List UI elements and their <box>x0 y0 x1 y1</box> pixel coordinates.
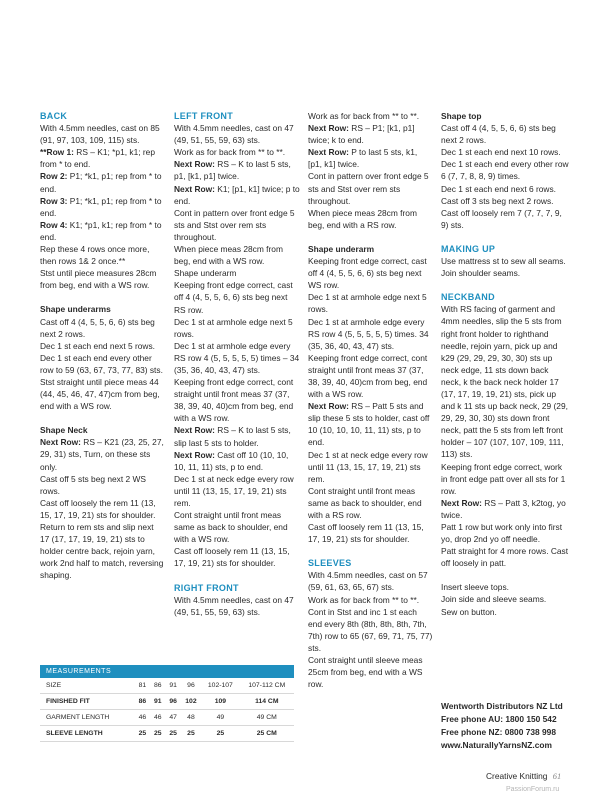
sleeves-body <box>308 569 433 690</box>
instruction-line: Dec 1 st each end next 5 rows. <box>40 340 155 351</box>
measurement-value: 25 <box>165 726 180 742</box>
section-title-left-front: LEFT FRONT <box>174 111 233 121</box>
instruction-line: Dec 1 st at armhole edge every RS row 4 (5, 5, 5, 5, 5) times. 34 (35, 36, 40, 43, 47) sts. <box>308 316 429 351</box>
instruction-line: Cast off loosely the rem 11 (13, 15, 17, 19, 21) sts for shoulder. <box>40 497 156 520</box>
instruction-line: Patt 1 row but work only into first yo, drop 2nd yo off needle. <box>441 522 563 545</box>
instruction-line: Next Row: RS – Patt 3, k2tog, yo twice. <box>441 497 566 520</box>
subtitle-shape-neck: Shape Neck <box>40 425 88 436</box>
measurement-label: SLEEVE LENGTH <box>40 726 135 742</box>
instruction-line: Return to rem sts and slip next 17 (17, 17, 19, 19, 21) sts to holder centre back, rejoin yarn, work 2nd half to match, reversing shaping. <box>40 522 164 581</box>
website: www.NaturallyYarnsNZ.com <box>441 740 552 750</box>
instruction-line: Shape underarm <box>174 268 237 279</box>
instruction-line: Insert sleeve tops. <box>441 582 509 593</box>
measurements-row <box>40 710 294 726</box>
section-title-making-up: MAKING UP <box>441 243 496 254</box>
measurements-row <box>40 678 294 694</box>
measurement-value: 25 <box>135 726 150 742</box>
measurement-value: 25 <box>181 726 201 742</box>
making-up-body <box>441 255 569 279</box>
measurements-row <box>40 726 294 742</box>
measurement-label: SIZE <box>40 678 135 694</box>
instruction-line: Cont in pattern over front edge 5 sts and Stst over rem sts throughout. <box>308 171 429 206</box>
instruction-line: Next Row: Cast off 10 (10, 10, 10, 11, 11) sts, p to end. <box>174 449 289 472</box>
instruction-line: Row 4: K1; *p1, k1; rep from * to end. <box>40 219 162 242</box>
instruction-line: With 4.5mm needles, cast on 47 (49, 51, 55, 59, 63) sts. <box>174 123 294 146</box>
shape-underarms-body <box>40 316 165 413</box>
instruction-line: Keeping front edge correct, cont straight until front meas 37 (37, 38, 39, 40, 40)cm from beg, end with a WS row. <box>308 352 428 400</box>
column-finishing <box>441 110 569 618</box>
measurement-value: 49 CM <box>240 710 294 726</box>
measurement-value: 25 CM <box>240 726 294 742</box>
instruction-line: Next Row: RS – K21 (23, 25, 27, 29, 31) sts, Turn, on these sts only. <box>40 437 164 472</box>
instruction-line: Row 2: P1; *k1, p1; rep from * to end. <box>40 171 162 194</box>
instruction-line: Rep these 4 rows once more, then rows 1& 2 once.** <box>40 244 150 267</box>
instruction-line: Row 3: P1; *k1, p1; rep from * to end. <box>40 195 162 218</box>
instruction-line: Cont straight until sleeve meas 25cm from beg, end with a WS row. <box>308 655 423 690</box>
measurement-label: FINISHED FIT <box>40 694 135 710</box>
instruction-line: Dec 1 st at neck edge every row until 11 (13, 15, 17, 19, 21) sts rem. <box>174 473 294 508</box>
page-footer <box>486 771 561 781</box>
measurement-value: 81 <box>135 678 150 694</box>
distributor-name: Wentworth Distributors NZ Ltd <box>441 701 563 711</box>
measurement-value: 25 <box>201 726 239 742</box>
instruction-line: Cont in Stst and inc 1 st each end every 8th (8th, 8th, 8th, 7th, 7th) row to 65 (67, 69, 71, 75, 77) sts. <box>308 606 433 653</box>
instruction-line: Cast off loosely rem 7 (7, 7, 7, 9, 9) sts. <box>441 207 562 230</box>
instruction-line: Dec 1 st at armhole edge next 5 rows. <box>308 292 427 315</box>
instruction-line: Cast off loosely rem 11 (13, 15, 17, 19, 21) sts for shoulder. <box>308 522 424 545</box>
instruction-line: Keeping front edge correct, cast off 4 (4, 5, 5, 6, 6) sts beg next RS row. <box>174 280 293 315</box>
instruction-line: Stst straight until piece meas 44 (44, 45, 46, 47, 47)cm from beg, end with a WS row. <box>40 376 160 412</box>
instruction-line: Next Row: K1; [p1, k1] twice; p to end. <box>174 183 300 206</box>
instruction-line: With 4.5mm needles, cast on 47 (49, 51, 55, 59, 63) sts. <box>174 594 294 617</box>
measurement-value: 49 <box>201 710 239 726</box>
instruction-line: Next Row: RS – K to last 5 sts, p1, [k1, p1] twice. <box>174 159 291 182</box>
instruction-line: Dec 1 st at neck edge every row until 11 (13, 15, 17, 19, 21) sts rem. <box>308 449 428 484</box>
measurements-title: MEASUREMENTS <box>40 665 294 678</box>
instruction-line: Dec 1 st each end every other row 6 (7, 7, 8, 8, 9) times. <box>441 159 569 182</box>
instruction-line: Patt straight for 4 more rows. Cast off loosely in patt. <box>441 546 569 569</box>
instruction-line: When piece meas 28cm from beg, end with a RS row. <box>308 207 417 230</box>
instruction-line: Dec 1 st each end next 10 rows. <box>441 147 561 158</box>
instruction-line: Cont straight until front meas same as back to shoulder, end with a WS row. <box>174 510 288 545</box>
measurement-value: 48 <box>181 710 201 726</box>
instruction-line: Cont in pattern over front edge 5 sts and Stst over rem sts throughout. <box>174 207 295 242</box>
instruction-line: Cast off 4 (4, 5, 5, 6, 6) sts beg next 2 rows. <box>441 123 556 146</box>
subtitle-shape-underarm: Shape underarm <box>308 243 375 254</box>
measurement-value: 46 <box>135 710 150 726</box>
column-left-front <box>174 110 300 618</box>
subtitle-shape-top: Shape top <box>441 111 482 121</box>
distributor-info <box>441 700 563 752</box>
right-front-body <box>174 594 300 618</box>
column-back <box>40 110 165 581</box>
instruction-line: Work as for back from ** to **. <box>308 594 420 605</box>
instruction-line: Cont straight until front meas same as back to shoulder, end with a RS row. <box>308 485 422 520</box>
measurement-value: 86 <box>150 678 165 694</box>
measurement-value: 114 CM <box>240 694 294 710</box>
measurement-value: 91 <box>150 694 165 710</box>
instruction-line: Join side and sleeve seams. <box>441 594 547 605</box>
measurements-row <box>40 694 294 710</box>
instruction-line: Keeping front edge correct, cont straight until front meas 37 (37, 38, 39, 40, 40)cm from beg, end with a WS row. <box>174 377 294 424</box>
instruction-line: With RS facing of garment and 4mm needles, slip the 5 sts from right front holder to righthand needle, rejoin yarn, pick up and k29 (29, 29, 29, 30, 30) sts up neck edge, 11 sts down back neck, k the back neck holder 17 (17, 17, 19, 19, 21) sts, pick up and k 11 sts up back neck, 29 (29, 29, 29, 30, 30) sts down front neck, patt the 5 sts from left front holder – 107 (107, 107, 109, 111, 113) sts. <box>441 304 568 460</box>
instruction-line: Stst until piece measures 28cm from beg, end with a WS row. <box>40 268 157 291</box>
instruction-line: With 4.5mm needles, cast on 85 (91, 97, 103, 109, 115) sts. <box>40 123 160 146</box>
phone-nz: Free phone NZ: 0800 738 998 <box>441 727 556 737</box>
instruction-line: Work as for back from ** to **. <box>308 111 420 121</box>
finishing-body <box>441 581 569 617</box>
shape-neck-body <box>40 436 165 581</box>
measurement-label: GARMENT LENGTH <box>40 710 135 726</box>
measurement-value: 47 <box>165 710 180 726</box>
instruction-line: Cast off 3 sts beg next 2 rows. <box>441 195 554 206</box>
instruction-line: Use mattress st to sew all seams. Join shoulder seams. <box>441 256 566 279</box>
measurement-value: 86 <box>135 694 150 710</box>
back-body <box>40 122 165 291</box>
measurement-value: 46 <box>150 710 165 726</box>
section-title-back: BACK <box>40 111 68 121</box>
instruction-line: Dec 1 st at armhole edge next 5 rows. <box>174 316 293 339</box>
instruction-line: Next Row: P to last 5 sts, k1, [p1, k1] twice. <box>308 147 418 170</box>
shape-underarm-body <box>308 255 433 545</box>
section-title-neckband: NECKBAND <box>441 292 495 303</box>
instruction-line: Sew on button. <box>441 606 497 617</box>
instruction-line: Cast off 5 sts beg next 2 WS rows. <box>40 473 146 496</box>
section-title-right-front: RIGHT FRONT <box>174 582 239 593</box>
measurement-value: 102-107 <box>201 678 239 694</box>
page-number: 61 <box>552 772 562 781</box>
instruction-line: Dec 1 st at armhole edge every RS row 4 (5, 5, 5, 5, 5) times – 34 (35, 36, 40, 43, 47) sts. <box>174 340 300 375</box>
instruction-line: Keeping front edge correct, work in front edge patt over all sts for 1 row. <box>441 461 566 496</box>
magazine-name: Creative Knitting <box>486 771 548 781</box>
column-right-front-cont <box>308 110 433 690</box>
measurements-rows <box>40 678 294 742</box>
instruction-line: With 4.5mm needles, cast on 57 (59, 61, 63, 65, 67) sts. <box>308 570 428 593</box>
neckband-body <box>441 303 569 569</box>
instruction-line: Keeping front edge correct, cast off 4 (4, 5, 5, 6, 6) sts beg next WS row. <box>308 256 427 291</box>
phone-au: Free phone AU: 1800 150 542 <box>441 714 557 724</box>
right-front-cont-body <box>308 110 433 231</box>
measurement-value: 107-112 CM <box>240 678 294 694</box>
instruction-line: Work as for back from ** to **. <box>174 147 286 158</box>
instruction-line: Cast off 4 (4, 5, 5, 6, 6) sts beg next 2 rows. <box>40 316 155 339</box>
instruction-line: Cast off loosely rem 11 (13, 15, 17, 19, 21) sts for shoulder. <box>174 546 290 569</box>
instruction-line: **Row 1: RS – K1; *p1, k1; rep from * to end. <box>40 147 155 170</box>
watermark: PassionForum.ru <box>506 786 560 793</box>
measurement-value: 109 <box>201 694 239 710</box>
instruction-line: Dec 1 st each end every other row to 59 (63, 67, 73, 77, 83) sts. <box>40 352 163 375</box>
instruction-line: Dec 1 st each end next 6 rows. <box>441 183 556 194</box>
measurement-value: 91 <box>165 678 180 694</box>
measurements-table <box>40 665 294 742</box>
measurement-value: 96 <box>165 694 180 710</box>
shape-top-body <box>441 122 569 231</box>
measurement-value: 102 <box>181 694 201 710</box>
instruction-line: Next Row: RS – K to last 5 sts, slip last 5 sts to holder. <box>174 425 291 448</box>
subtitle-shape-underarms: Shape underarms <box>40 304 111 315</box>
measurement-value: 96 <box>181 678 201 694</box>
measurement-value: 25 <box>150 726 165 742</box>
instruction-line: Next Row: RS – Patt 5 sts and slip these 5 sts to holder, cast off 10 (10, 10, 10, 11, 11) sts, p to end. <box>308 401 430 448</box>
instruction-line: Next Row: RS – P1; [k1, p1] twice; k to end. <box>308 123 415 146</box>
section-title-sleeves: SLEEVES <box>308 558 352 569</box>
instruction-line: When piece meas 28cm from beg, end with a WS row. <box>174 244 283 267</box>
left-front-body <box>174 122 300 569</box>
